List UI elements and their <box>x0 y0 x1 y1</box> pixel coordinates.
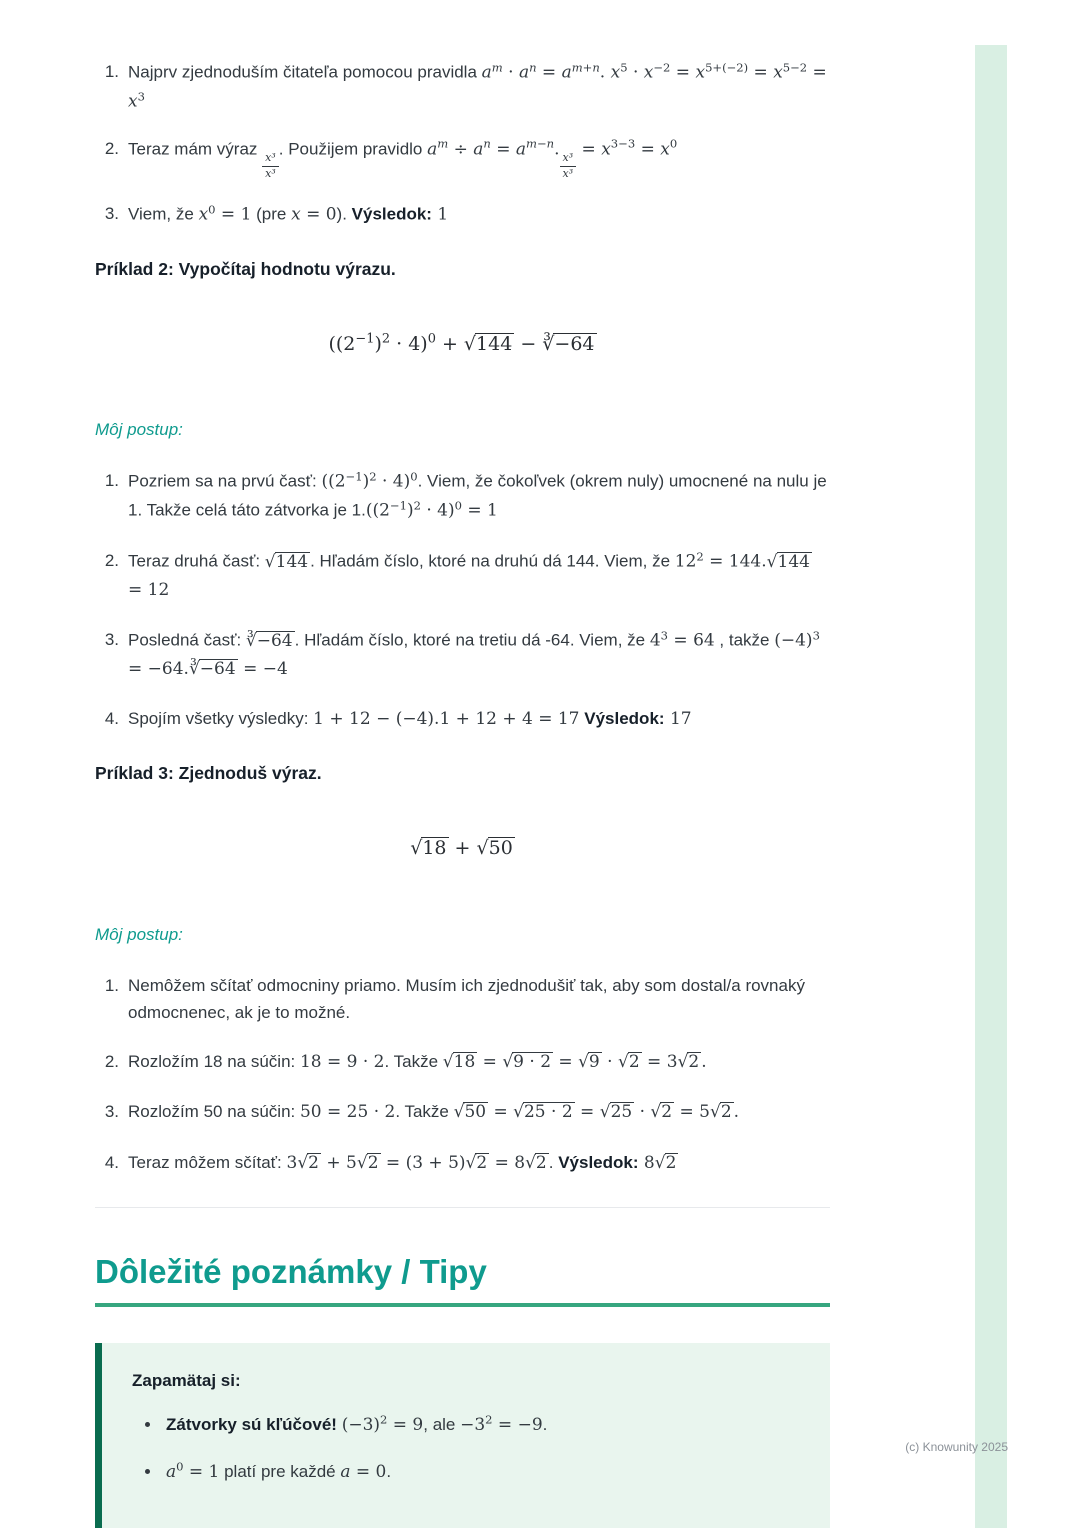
bullet-text: $a^0 = 1$ platí pre každé a = 0. <box>166 1459 392 1483</box>
example3-steps-list <box>95 972 830 1177</box>
list-item <box>95 1149 830 1177</box>
example2-steps-label: Môj postup: <box>95 420 183 440</box>
list-item <box>95 200 830 229</box>
list-text: Posledná časť: ∛−64 . Hľadám číslo, ktoré na tretiu dá -64. Viem, že $4^3 = 64$ , takže $(-4)^3$ = −64.∛−64 = −4 <box>128 628 820 679</box>
example3-heading: Príklad 3: Zjednoduš výraz. <box>95 763 322 784</box>
list-number: 2. <box>104 1052 119 1072</box>
list-number: 1. <box>104 471 119 491</box>
list-number: 3. <box>104 630 119 650</box>
list-text: Viem, že $x^0 = 1$ (pre x = 0). Výsledok: 1 <box>128 201 449 225</box>
list-number: 4. <box>104 709 119 729</box>
copyright-credit: (c) Knowunity 2025 <box>905 1440 1008 1454</box>
list-text: Teraz mám výraz $\frac{\text{x³}}{\text{x³}}$ . Použijem pravidlo $a^m \div a^n = a^{m-n}$. $\frac{\text{x³}}{\text{x³}}$ = $x^{3-3} = x^0$ <box>128 136 678 180</box>
list-text: Rozložím 18 na súčin: 18 = 9 · 2. Takže √18 = √9 · 2 = √9 · √2 = 3√2 . <box>128 1052 707 1073</box>
list-number: 3. <box>104 1102 119 1122</box>
document-content <box>95 45 830 1528</box>
list-item <box>95 135 830 181</box>
list-item <box>95 626 830 683</box>
example2-formula: $((2^{-1})^2 \cdot 4)^0 + √144$ − ∛−64 <box>328 331 595 355</box>
notes-title: Dôležité poznámky / Tipy <box>95 1252 487 1290</box>
list-item <box>95 467 830 525</box>
list-text: Teraz druhá časť: √144 . Hľadám číslo, ktoré na druhú dá 144. Viem, že $12^2 = 144.√144 = 12$ <box>128 549 810 600</box>
list-item <box>95 705 830 733</box>
list-text: Najprv zjednoduším čitateľa pomocou pravidla $a^m \cdot a^n = a^{m+n}$. $x^5 \cdot x^{-2} = x^{5+(-2)} = x^{5-2} = x^3$ <box>128 60 827 112</box>
list-number: 3. <box>104 203 119 223</box>
list-item <box>95 547 830 604</box>
list-text: Rozložím 50 na súčin: 50 = 25 · 2. Takže √50 = √25 · 2 = √25 · √2 = 5√2 . <box>128 1102 740 1123</box>
list-number: 1. <box>104 62 119 81</box>
right-accent-stripe <box>975 45 1007 1528</box>
example2-heading: Príklad 2: Vypočítaj hodnotu výrazu. <box>95 258 396 279</box>
callout-heading: Zapamätaj si: <box>132 1371 241 1391</box>
bullet-text: Zátvorky sú kľúčové! $(-3)^2 = 9$, ale $-3^2 = -9$. <box>166 1412 548 1436</box>
list-item <box>95 1098 830 1126</box>
section-divider <box>95 1207 830 1208</box>
list-item <box>95 972 830 1026</box>
list-number: 2. <box>104 551 119 571</box>
list-text: Spojím všetky výsledky: 1 + 12 − (−4).1 + 12 + 4 = 17 Výsledok: 17 <box>128 709 692 730</box>
callout-bullet <box>162 1411 800 1440</box>
intro-steps-list <box>95 58 830 229</box>
example3-steps-label: Môj postup: <box>95 924 183 944</box>
list-item <box>95 1048 830 1076</box>
example2-steps-list <box>95 467 830 733</box>
list-item <box>95 58 830 116</box>
example3-formula: √18 + √50 <box>410 837 513 860</box>
title-underline-rule <box>95 1303 830 1307</box>
callout-bullet <box>162 1457 800 1486</box>
list-number: 2. <box>104 138 119 158</box>
list-number: 1. <box>104 975 119 995</box>
list-number: 4. <box>104 1152 119 1172</box>
tips-callout <box>95 1343 830 1528</box>
list-text: Teraz môžem sčítať: 3√2 + 5√2 = (3 + 5)√2 = 8√2 . Výsledok: 8√2 <box>128 1152 677 1173</box>
list-text: Nemôžem sčítať odmocniny priamo. Musím ich zjednodušiť tak, aby som dostal/a rovnaký odmocnenec, ak je to možné. <box>128 975 805 1023</box>
callout-bullet-list <box>132 1411 800 1487</box>
list-text: Pozriem sa na prvú časť: $((2^{-1})^2 \cdot 4)^0$. Viem, že čokoľvek (okrem nuly) umocnené na nulu je 1. Takže celá táto zátvorka je $1.((2^{-1})^2 \cdot 4)^0 = 1$ <box>128 469 827 521</box>
